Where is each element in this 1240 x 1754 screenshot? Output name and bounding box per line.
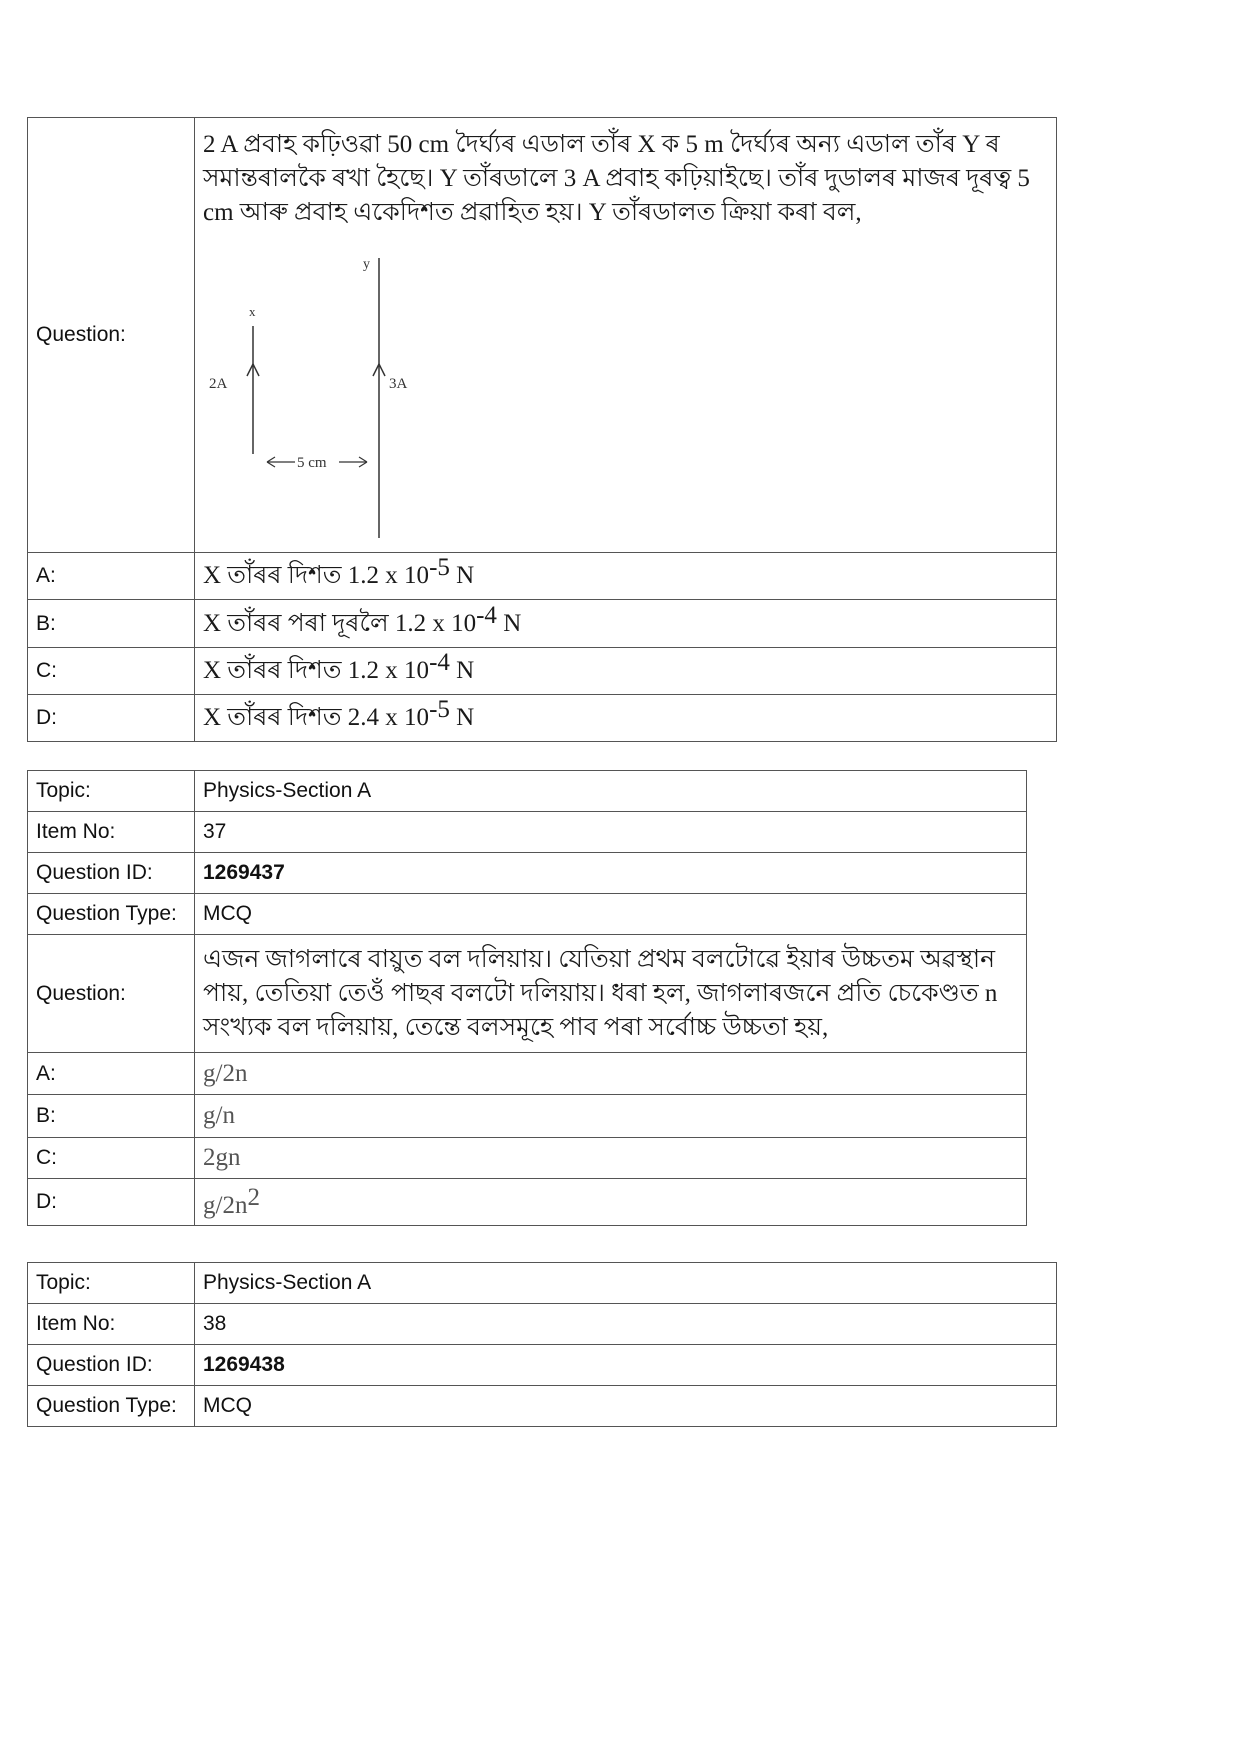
option-c-label: C: xyxy=(28,648,195,695)
item-no-label: Item No: xyxy=(28,812,195,853)
option-a: g/2n xyxy=(195,1053,1027,1095)
question-label: Question: xyxy=(28,935,195,1053)
question-id-label: Question ID: xyxy=(28,853,195,894)
option-c-label: C: xyxy=(28,1138,195,1179)
current-y-label: 3A xyxy=(389,376,408,392)
option-d: $g/2n^2$ xyxy=(195,1179,1027,1226)
wire-x-arrow-left xyxy=(247,364,253,376)
question-id-value: 1269438 xyxy=(195,1345,1057,1386)
option-b: g/n xyxy=(195,1095,1027,1138)
question-block-36 xyxy=(27,117,1057,742)
option-d-label: D: xyxy=(28,1179,195,1226)
question-type-value: MCQ xyxy=(195,894,1027,935)
item-no-value: 38 xyxy=(195,1304,1057,1345)
question-text: 2 A প্ৰবাহ কঢ়িওৱা 50 cm দৈৰ্ঘ্যৰ এডাল তাঁৰ X ক 5 m দৈৰ্ঘ্যৰ অন্য এডাল তাঁৰ Y ৰ সমান্তৰালকৈ ৰখা হৈছে। Y তাঁৰডালে 3 A প্ৰবাহ কঢ়িয়াইছে। তাঁৰ দুডালৰ মাজৰ দূৰত্ব 5 cm আৰু প্ৰবাহ একেদিশত প্ৰৱাহিত হয়। Y তাঁৰডালত ক্ৰিয়া কৰা বল, xyxy=(203,131,1030,226)
topic-label: Topic: xyxy=(28,1263,195,1304)
parallel-wires-figure xyxy=(203,256,463,546)
option-a-label: A: xyxy=(28,1053,195,1095)
item-no-label: Item No: xyxy=(28,1304,195,1345)
option-b-label: B: xyxy=(28,1095,195,1138)
question-block-37 xyxy=(27,770,1027,1226)
wire-x-label: x xyxy=(249,304,256,319)
option-row xyxy=(28,600,1057,648)
question-cell xyxy=(195,935,1027,1053)
option-a-label: A: xyxy=(28,553,195,600)
distance-label: 5 cm xyxy=(297,455,327,471)
option-d-label: D: xyxy=(28,695,195,742)
topic-label: Topic: xyxy=(28,771,195,812)
option-b-label: B: xyxy=(28,600,195,648)
item-no-value: 37 xyxy=(195,812,1027,853)
wire-y-label: y xyxy=(363,257,370,272)
wire-x-arrow-right xyxy=(253,364,259,376)
topic-value: Physics-Section A xyxy=(195,1263,1057,1304)
option-a: X তাঁৰৰ দিশত 1.2 x $10^{-5}$ N xyxy=(195,553,1057,600)
option-c: 2gn xyxy=(195,1138,1027,1179)
wire-y-arrow-left xyxy=(373,364,379,376)
question-type-label: Question Type: xyxy=(28,894,195,935)
option-c: X তাঁৰৰ দিশত 1.2 x $10^{-4}$ N xyxy=(195,648,1057,695)
option-b: X তাঁৰৰ পৰা দূৰলৈ 1.2 x $10^{-4}$ N xyxy=(195,600,1057,648)
current-x-label: 2A xyxy=(209,376,228,392)
question-text: এজন জাগলাৰে বায়ুত বল দলিয়ায়। যেতিয়া প্ৰথম বলটোৱে ইয়াৰ উচ্চতম অৱস্থান পায়, তেতিয়া তেওঁ পাছৰ বলটো দলিয়ায়। ধৰা হল, জাগলাৰজনে প্ৰতি চেকেণ্ডত n সংখ্যক বল দলিয়ায়, তেন্তে বলসমূহে পাব পৰা সৰ্বোচ্চ উচ্চতা হয়, xyxy=(203,945,998,1041)
option-row xyxy=(28,553,1057,600)
option-row xyxy=(28,648,1057,695)
question-cell xyxy=(195,118,1057,553)
topic-value: Physics-Section A xyxy=(195,771,1027,812)
question-type-value: MCQ xyxy=(195,1386,1057,1427)
option-row xyxy=(28,695,1057,742)
question-id-label: Question ID: xyxy=(28,1345,195,1386)
question-label: Question: xyxy=(28,118,195,553)
option-d: X তাঁৰৰ দিশত 2.4 x $10^{-5}$ N xyxy=(195,695,1057,742)
wire-y-arrow-right xyxy=(379,364,385,376)
question-block-38 xyxy=(27,1262,1057,1427)
question-type-label: Question Type: xyxy=(28,1386,195,1427)
question-id-value: 1269437 xyxy=(195,853,1027,894)
